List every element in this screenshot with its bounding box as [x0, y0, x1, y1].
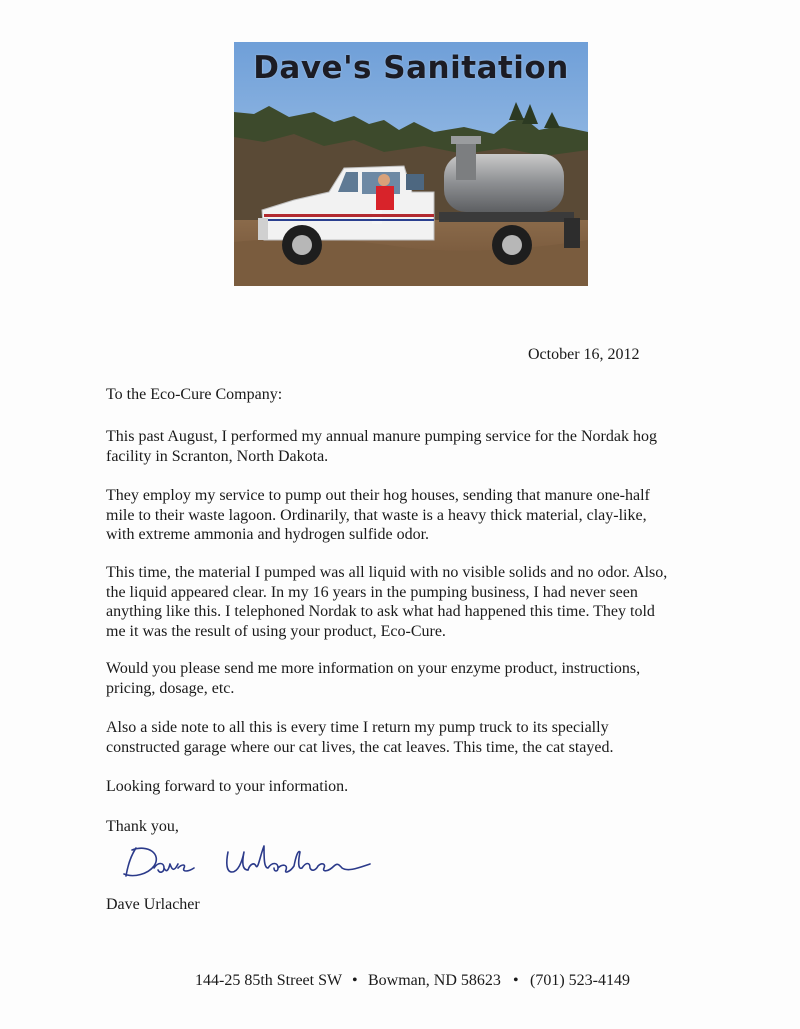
paragraph-line: me it was the result of using your product, Eco-Cure.: [106, 622, 446, 640]
footer-phone: (701) 523-4149: [530, 972, 630, 989]
paragraph-1: [106, 427, 706, 466]
paragraph-line: They employ my service to pump out their hog houses, sending that manure one-half: [106, 487, 650, 504]
paragraph-line: Would you please send me more information on your enzyme product, instructions,: [106, 660, 641, 677]
footer-city: Bowman, ND 58623: [368, 972, 501, 989]
paragraph-4: [106, 659, 706, 698]
letter-date: October 16, 2012: [528, 346, 640, 363]
paragraph-line: Also a side note to all this is every time I return my pump truck to its specially: [106, 719, 609, 736]
signer-name: Dave Urlacher: [106, 896, 200, 913]
paragraph-line: This time, the material I pumped was all liquid with no visible solids and no odor. Also,: [106, 564, 668, 581]
paragraph-3: [106, 563, 706, 641]
paragraph-line: with extreme ammonia and hydrogen sulfide odor.: [106, 526, 430, 543]
handwritten-signature: [118, 838, 388, 888]
paragraph-line: Looking forward to your information.: [106, 778, 349, 795]
paragraph-line: the liquid appeared clear. In my 16 years in the pumping business, I had never seen: [106, 583, 638, 601]
paragraph-2: [106, 486, 706, 545]
company-name: Dave's Sanitation: [253, 50, 569, 86]
footer-separator: •: [513, 972, 519, 989]
paragraph-line: facility in Scranton, North Dakota.: [106, 447, 329, 465]
closing: Thank you,: [106, 818, 179, 835]
footer-address: 144-25 85th Street SW: [195, 972, 343, 989]
paragraph-line: constructed garage where our cat lives, the cat leaves. This time, the cat stayed.: [106, 738, 614, 756]
paragraph-6: [106, 777, 706, 797]
salutation: To the Eco-Cure Company:: [106, 386, 283, 403]
paragraph-line: pricing, dosage, etc.: [106, 679, 235, 697]
footer-separator: •: [352, 972, 358, 989]
paragraph-5: [106, 718, 706, 757]
paragraph-line: anything like this. I telephoned Nordak to ask what had happened this time. They told: [106, 603, 655, 620]
paragraph-line: This past August, I performed my annual manure pumping service for the Nordak hog: [106, 428, 657, 445]
truck-photo: [234, 42, 588, 286]
paragraph-line: mile to their waste lagoon. Ordinarily, that waste is a heavy thick material, clay-like,: [106, 506, 647, 524]
